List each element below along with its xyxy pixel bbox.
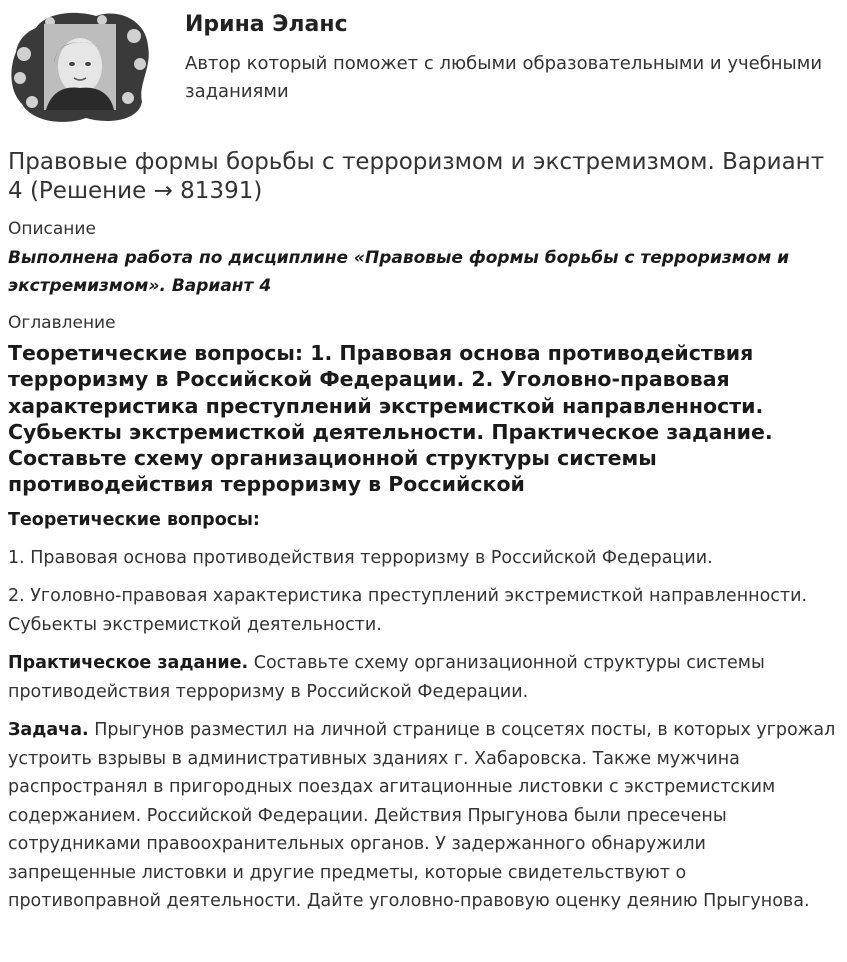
theory-heading-text: Теоретические вопросы: [8, 510, 260, 530]
author-photo-frame [6, 6, 152, 126]
page-title: Правовые формы борьбы с терроризмом и экстремизмом. Вариант 4 (Решение → 81391) [8, 149, 825, 204]
description-text: Выполнена работа по дисциплине «Правовые формы борьбы с терроризмом и экстремизмом». Вариант 4 [8, 248, 790, 296]
question-2: 2. Уголовно-правовая характеристика преступлений экстремисткой направленности. Субьекты экстремисткой деятельности. [8, 586, 808, 635]
theory-heading [8, 506, 838, 535]
toc-label: Оглавление [8, 313, 116, 333]
question-1: 1. Правовая основа противодействия терроризму в Российской Федерации. [8, 548, 713, 568]
task-text: Прыгунов разместил на личной странице в соцсетях посты, в которых угрожал устроить взрывы в административных зданиях г. Хабаровска. Также мужчина распространял в пригородных поездах агитационные листовки с экстремистским содержанием. Российской Федерации. Действия Прыгунова были пресечены сотрудниками правоохранительных органов. У задержанного обнаружили запрещенные листовки и другие предметы, которые свидетельствуют о противоправной деятельности. Дайте уголовно-правовую оценку деянию Прыгунова. [8, 720, 836, 911]
practical-task [8, 649, 838, 706]
author-card [0, 0, 847, 130]
practical-lead: Практическое задание. [8, 653, 249, 673]
description-label: Описание [8, 219, 96, 239]
task-lead: Задача. [8, 720, 89, 740]
author-description: Автор который поможет с любыми образовательными и учебными заданиями [185, 53, 823, 102]
avatar[interactable] [6, 6, 152, 126]
practical-text: Составьте схему организационной структуры системы противодействия терроризму в Российской Федерации. [8, 653, 765, 702]
toc-heading: Теоретические вопросы: 1. Правовая основа противодействия терроризму в Российской Федерации. 2. Уголовно-правовая характеристика преступлений экстремисткой направленности. Субьекты экстремисткой деятельности. Практическое задание. Составьте схему организационной структуры системы противодействия терроризму в Российской [8, 341, 773, 497]
author-name[interactable]: Ирина Эланс [185, 12, 348, 37]
problem-task [8, 716, 838, 916]
